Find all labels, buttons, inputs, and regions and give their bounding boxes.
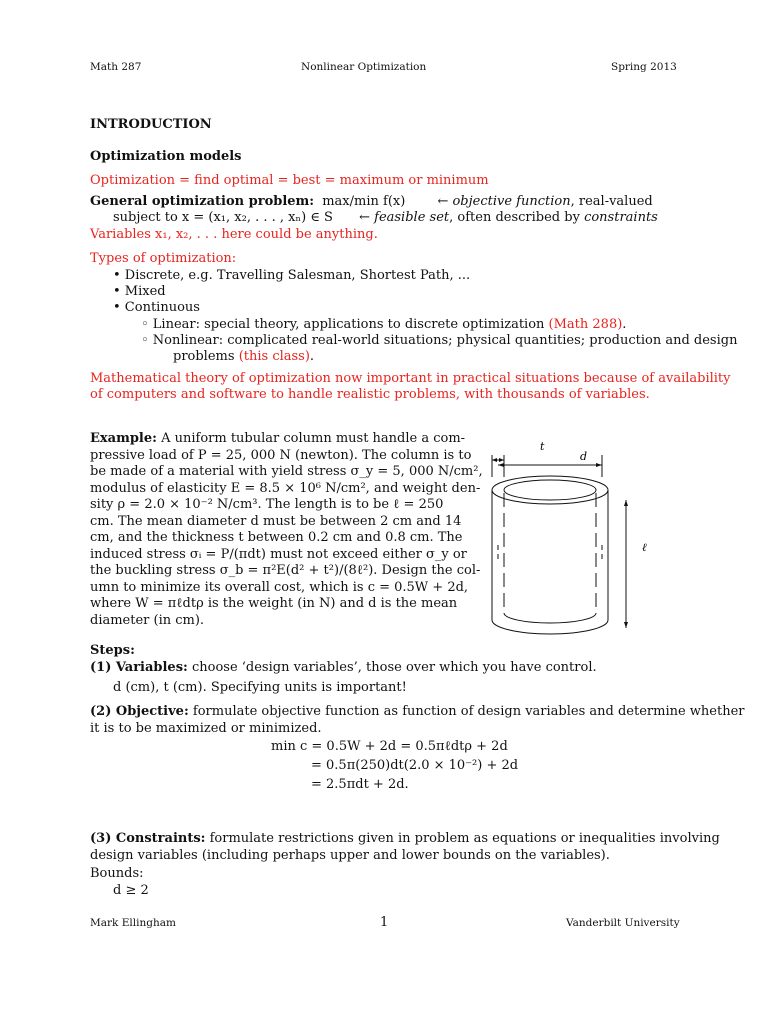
constraints-word: constraints bbox=[584, 210, 658, 225]
equation-line-1 bbox=[271, 738, 508, 755]
type-nonlinear-cont bbox=[173, 348, 314, 365]
example-text-1: A uniform tubular column must handle a com- bbox=[161, 431, 466, 446]
this-class-note: (this class) bbox=[238, 349, 310, 364]
step1-text: choose ‘design variables’, those over which you have control. bbox=[191, 660, 597, 675]
definition-line: Optimization = find optimal = best = maximum or minimum bbox=[90, 173, 489, 188]
subsection-title: Optimization models bbox=[90, 149, 242, 164]
subject-to-line bbox=[113, 209, 658, 226]
bounds-label: Bounds: bbox=[90, 866, 144, 881]
type-discrete: • Discrete, e.g. Travelling Salesman, Shortest Path, ... bbox=[113, 268, 471, 283]
tubular-column-figure bbox=[490, 435, 690, 635]
header-title: Nonlinear Optimization bbox=[301, 61, 427, 73]
column-top-inner bbox=[504, 480, 596, 500]
step3-line bbox=[90, 830, 720, 847]
example-line-10: umn to minimize its overall cost, which is c = 0.5W + 2d, bbox=[90, 580, 469, 595]
type-linear-text: ◦ Linear: special theory, applications to discrete optimization bbox=[141, 317, 545, 332]
step2-text: formulate objective function as function of design variables and determine whether bbox=[192, 704, 745, 719]
general-problem-label: General optimization problem: bbox=[90, 194, 315, 209]
variables-line: Variables x₁, x₂, . . . here could be anything. bbox=[90, 227, 378, 242]
example-line-12: diameter (in cm). bbox=[90, 613, 205, 628]
steps-title: Steps: bbox=[90, 643, 135, 658]
figure-label-d: d bbox=[580, 450, 588, 463]
step3-label: (3) Constraints: bbox=[90, 831, 206, 846]
type-nonlinear-cont-text: problems bbox=[173, 349, 235, 364]
example-line-4: modulus of elasticity E = 8.5 × 10⁶ N/cm², and weight den- bbox=[90, 481, 481, 496]
column-bottom-inner bbox=[504, 613, 596, 623]
theory-line-1: Mathematical theory of optimization now important in practical situations because of availability bbox=[90, 371, 731, 386]
equation-line-3: = 2.5πdt + 2d. bbox=[311, 777, 409, 792]
column-bottom-outer bbox=[492, 620, 608, 634]
type-linear-course: (Math 288) bbox=[548, 317, 623, 332]
step2-line bbox=[90, 703, 745, 720]
feasible-annotation-mid: , often described by bbox=[449, 210, 580, 225]
example-line-3: be made of a material with yield stress σ_y = 5, 000 N/cm², bbox=[90, 464, 483, 479]
type-continuous: • Continuous bbox=[113, 300, 200, 315]
arrowhead-t-right bbox=[499, 458, 504, 462]
step2-line-2: it is to be maximized or minimized. bbox=[90, 721, 322, 736]
step1-label: (1) Variables: bbox=[90, 660, 188, 675]
example-line-2: pressive load of P = 25, 000 N (newton). The column is to bbox=[90, 448, 472, 463]
arrowhead-l-bottom bbox=[624, 622, 628, 628]
arrowhead-t-left bbox=[492, 458, 497, 462]
header-term: Spring 2013 bbox=[611, 61, 677, 73]
step2-label: (2) Objective: bbox=[90, 704, 189, 719]
arrowhead-d-left bbox=[498, 463, 504, 467]
type-nonlinear-period: . bbox=[309, 349, 315, 364]
subject-to-expression: subject to x = (x₁, x₂, . . . , xₙ) ∈ S bbox=[113, 210, 333, 225]
example-line-7: cm, and the thickness t between 0.2 cm and 0.8 cm. The bbox=[90, 530, 463, 545]
equation-line-2: = 0.5π(250)dt(2.0 × 10⁻²) + 2d bbox=[311, 758, 519, 773]
footer-institution: Vanderbilt University bbox=[566, 917, 680, 929]
step1-detail: d (cm), t (cm). Specifying units is important! bbox=[113, 680, 407, 695]
type-linear bbox=[141, 316, 626, 333]
theory-line-2: of computers and software to handle realistic problems, with thousands of variables. bbox=[90, 387, 650, 402]
types-heading: Types of optimization: bbox=[90, 251, 237, 266]
arrowhead-l-top bbox=[624, 500, 628, 506]
equation-1a: min c = 0.5W + 2d bbox=[271, 739, 397, 754]
arrowhead-d-right bbox=[596, 463, 602, 467]
general-problem-line bbox=[90, 193, 653, 210]
type-linear-period: . bbox=[622, 317, 627, 332]
step3-line-2: design variables (including perhaps upper and lower bounds on the variables). bbox=[90, 848, 610, 863]
example-label: Example: bbox=[90, 431, 157, 446]
feasible-annotation: ← feasible set bbox=[359, 210, 450, 225]
bound-d: d ≥ 2 bbox=[113, 883, 149, 898]
type-nonlinear: ◦ Nonlinear: complicated real-world situations; physical quantities; production and design bbox=[141, 333, 738, 348]
example-line-1 bbox=[90, 430, 465, 447]
figure-label-t: t bbox=[540, 440, 545, 453]
objective-annotation-tail: , real-valued bbox=[570, 194, 653, 209]
footer-author: Mark Ellingham bbox=[90, 917, 176, 929]
header-course: Math 287 bbox=[90, 61, 142, 73]
page-number: 1 bbox=[380, 915, 389, 930]
objective-expression: max/min f(x) bbox=[322, 194, 406, 209]
type-mixed: • Mixed bbox=[113, 284, 166, 299]
example-line-11: where W = πℓdtρ is the weight (in N) and d is the mean bbox=[90, 596, 458, 611]
step3-text: formulate restrictions given in problem as equations or inequalities involving bbox=[209, 831, 720, 846]
figure-label-l: ℓ bbox=[642, 541, 647, 554]
step1-line bbox=[90, 659, 597, 676]
example-line-9: the buckling stress σ_b = π²E(d² + t²)/(8ℓ²). Design the col- bbox=[90, 563, 481, 578]
example-line-8: induced stress σᵢ = P/(πdt) must not exceed either σ_y or bbox=[90, 547, 467, 562]
section-title: INTRODUCTION bbox=[90, 117, 212, 132]
equation-1b: = 0.5πℓdtρ + 2d bbox=[400, 739, 508, 754]
example-line-6: cm. The mean diameter d must be between 2 cm and 14 bbox=[90, 514, 462, 529]
example-line-5: sity ρ = 2.0 × 10⁻² N/cm³. The length is to be ℓ = 250 bbox=[90, 497, 444, 512]
objective-annotation: ← objective function bbox=[437, 194, 571, 209]
